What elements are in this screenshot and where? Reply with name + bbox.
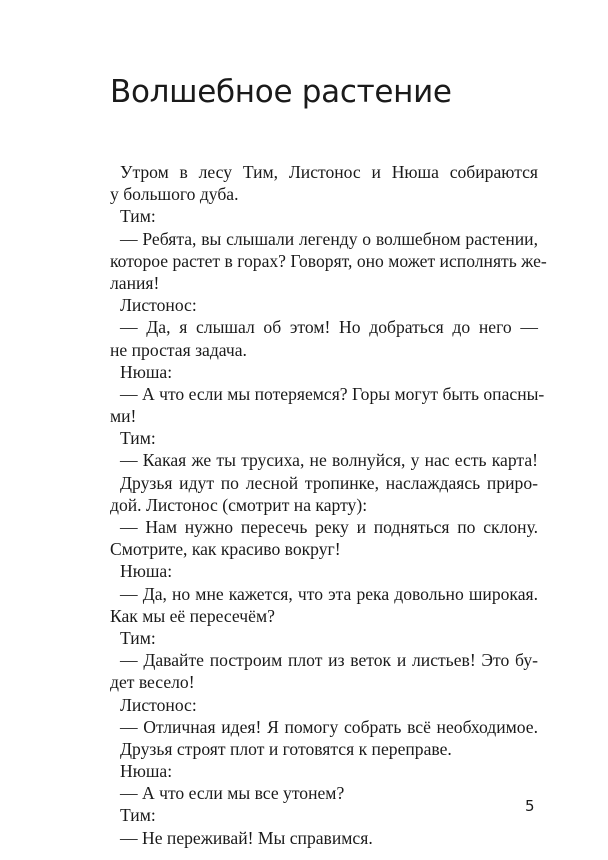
text-line: — Отличная идея! Я помогу собрать всё необходимое.	[120, 716, 538, 737]
text-line: лания!	[110, 272, 160, 293]
text-line: дет весело!	[110, 672, 195, 693]
text-line: — Не переживай! Мы справимся.	[120, 827, 373, 848]
text-line: — Да, я слышал об этом! Но добраться до него —	[120, 317, 538, 338]
text-line: Листонос:	[120, 694, 197, 715]
text-line: ми!	[110, 406, 137, 427]
text-line: Тим:	[120, 805, 156, 826]
text-line: Тим:	[120, 627, 156, 648]
body-text	[110, 161, 547, 849]
text-line: у большого дуба.	[110, 184, 239, 205]
text-line: дой. Листонос (смотрит на карту):	[110, 494, 368, 515]
text-line: Утром в лесу Тим, Листонос и Нюша собираются	[120, 162, 538, 182]
text-line: Нюша:	[120, 361, 173, 382]
text-line: Друзья строят плот и готовятся к переправе.	[120, 738, 452, 759]
text-line: которое растет в горах? Говорят, оно может исполнять же-	[110, 250, 547, 271]
text-line: — А что если мы все утонем?	[120, 783, 345, 804]
text-line: — Давайте построим плот из веток и листьев! Это бу-	[120, 650, 538, 671]
text-line: Друзья идут по лесной тропинке, наслаждаясь приро-	[120, 472, 538, 493]
text-line: Тим:	[120, 428, 156, 449]
text-line: Нюша:	[120, 561, 173, 582]
text-line: не простая задача.	[110, 339, 247, 360]
text-line: — Ребята, вы слышали легенду о волшебном растении,	[120, 228, 538, 249]
text-line: Как мы её пересечём?	[110, 605, 275, 626]
chapter-title: Волшебное растение	[110, 74, 452, 110]
text-line: — А что если мы потеряемся? Горы могут быть опасны-	[120, 383, 545, 404]
page-number: 5	[525, 797, 535, 815]
text-line: — Да, но мне кажется, что эта река довольно широкая.	[120, 583, 538, 604]
text-line: Смотрите, как красиво вокруг!	[110, 539, 341, 560]
text-line: — Нам нужно пересечь реку и подняться по склону.	[120, 517, 538, 537]
text-line: — Какая же ты трусиха, не волнуйся, у нас есть карта!	[120, 450, 538, 471]
text-line: Листонос:	[120, 295, 197, 316]
text-line: Тим:	[120, 206, 156, 227]
text-line: Нюша:	[120, 761, 173, 782]
